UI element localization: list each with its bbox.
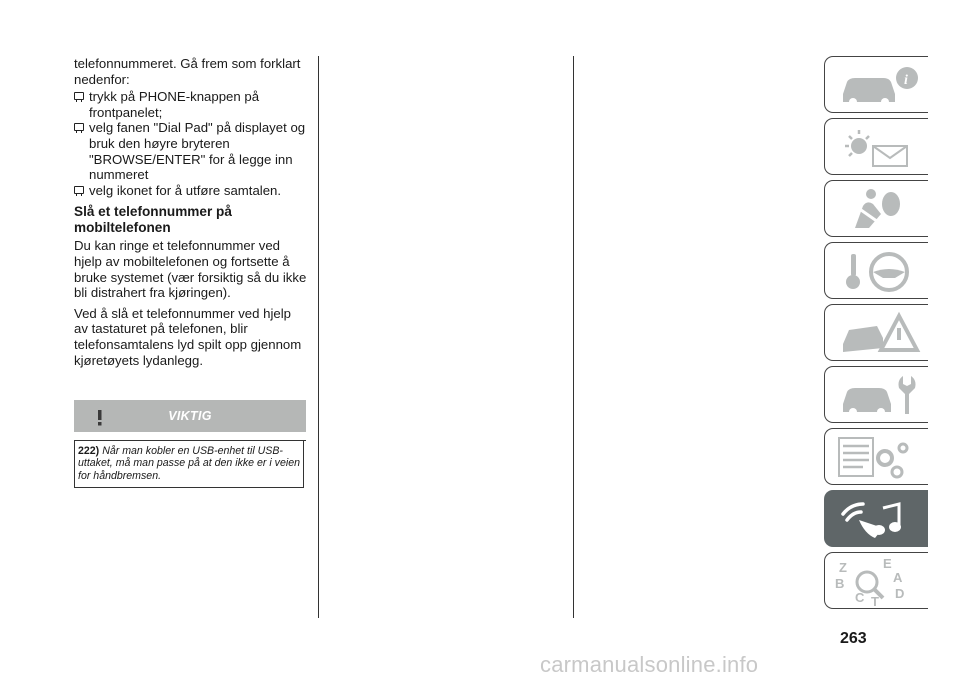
svg-text:Z: Z: [839, 560, 847, 575]
tab-starting-driving[interactable]: [824, 242, 928, 299]
body-paragraph: Du kan ringe et telefonnummer ved hjelp av mobiltelefonen og fortsette å bruke systemet (vær forsiktig så du ikke bli distrahert fra kjøringen).: [74, 238, 307, 301]
column-divider: [573, 56, 574, 618]
svg-text:E: E: [883, 556, 892, 571]
car-info-icon: [833, 60, 925, 110]
tab-index[interactable]: [824, 552, 928, 609]
svg-text:B: B: [835, 576, 845, 591]
warning-lights-icon: [833, 122, 925, 172]
warning-ref: 222): [78, 445, 100, 457]
tab-multimedia[interactable]: [824, 490, 928, 547]
bullet-text: trykk på PHONE-knappen på frontpanelet;: [89, 89, 260, 120]
bullet-item: [74, 183, 308, 199]
bullet-icon: [74, 92, 84, 100]
watermark: carmanualsonline.info: [540, 652, 759, 677]
multimedia-icon: [833, 494, 925, 544]
bullet-icon: [74, 186, 84, 194]
warning-body: [74, 441, 304, 488]
tab-technical-data[interactable]: [824, 428, 928, 485]
bullet-item: [74, 89, 308, 120]
svg-text:C: C: [855, 590, 865, 605]
key-steering-wheel-icon: [833, 246, 925, 296]
warning-title: VIKTIG: [168, 409, 212, 423]
tab-emergency[interactable]: [824, 304, 928, 361]
tab-warning-lights[interactable]: [824, 118, 928, 175]
body-paragraph: Ved å slå et telefonnummer ved hjelp av tastaturet på telefonen, blir telefonsamtalens lyd spilt opp gjennom kjøretøyets lydanlegg.: [74, 305, 302, 368]
bullet-text: velg fanen "Dial Pad" på displayet og bruk den høyre bryteren "BROWSE/ENTER" for å legge inn nummeret: [89, 120, 306, 183]
tab-safety[interactable]: [824, 180, 928, 237]
index-az-icon: [833, 556, 925, 606]
airbag-safety-icon: [833, 184, 925, 234]
bullet-item: [74, 120, 308, 182]
technical-data-icon: [833, 432, 925, 482]
svg-text:D: D: [895, 586, 905, 601]
tab-car-info[interactable]: [824, 56, 928, 113]
svg-text:T: T: [871, 594, 879, 606]
bullet-icon: [74, 123, 84, 131]
intro-paragraph: telefonnummeret. Gå frem som forklart nedenfor:: [74, 56, 301, 87]
section-heading: Slå et telefonnummer på mobiltelefonen: [74, 204, 232, 235]
svg-text:A: A: [893, 570, 903, 585]
warning-text: Når man kobler en USB-enhet til USB-uttaket, må man passe på at den ikke er i veien for håndbremsen.: [78, 445, 301, 482]
column-divider: [318, 56, 319, 618]
text-column: [74, 56, 308, 373]
bullet-text: velg ikonet for å utføre samtalen.: [89, 182, 282, 198]
page-number: 263: [840, 630, 867, 647]
warning-header: [74, 400, 306, 432]
emergency-breakdown-icon: [833, 308, 925, 358]
car-service-wrench-icon: [833, 370, 925, 420]
svg-text:i: i: [904, 73, 908, 88]
tab-maintenance[interactable]: [824, 366, 928, 423]
